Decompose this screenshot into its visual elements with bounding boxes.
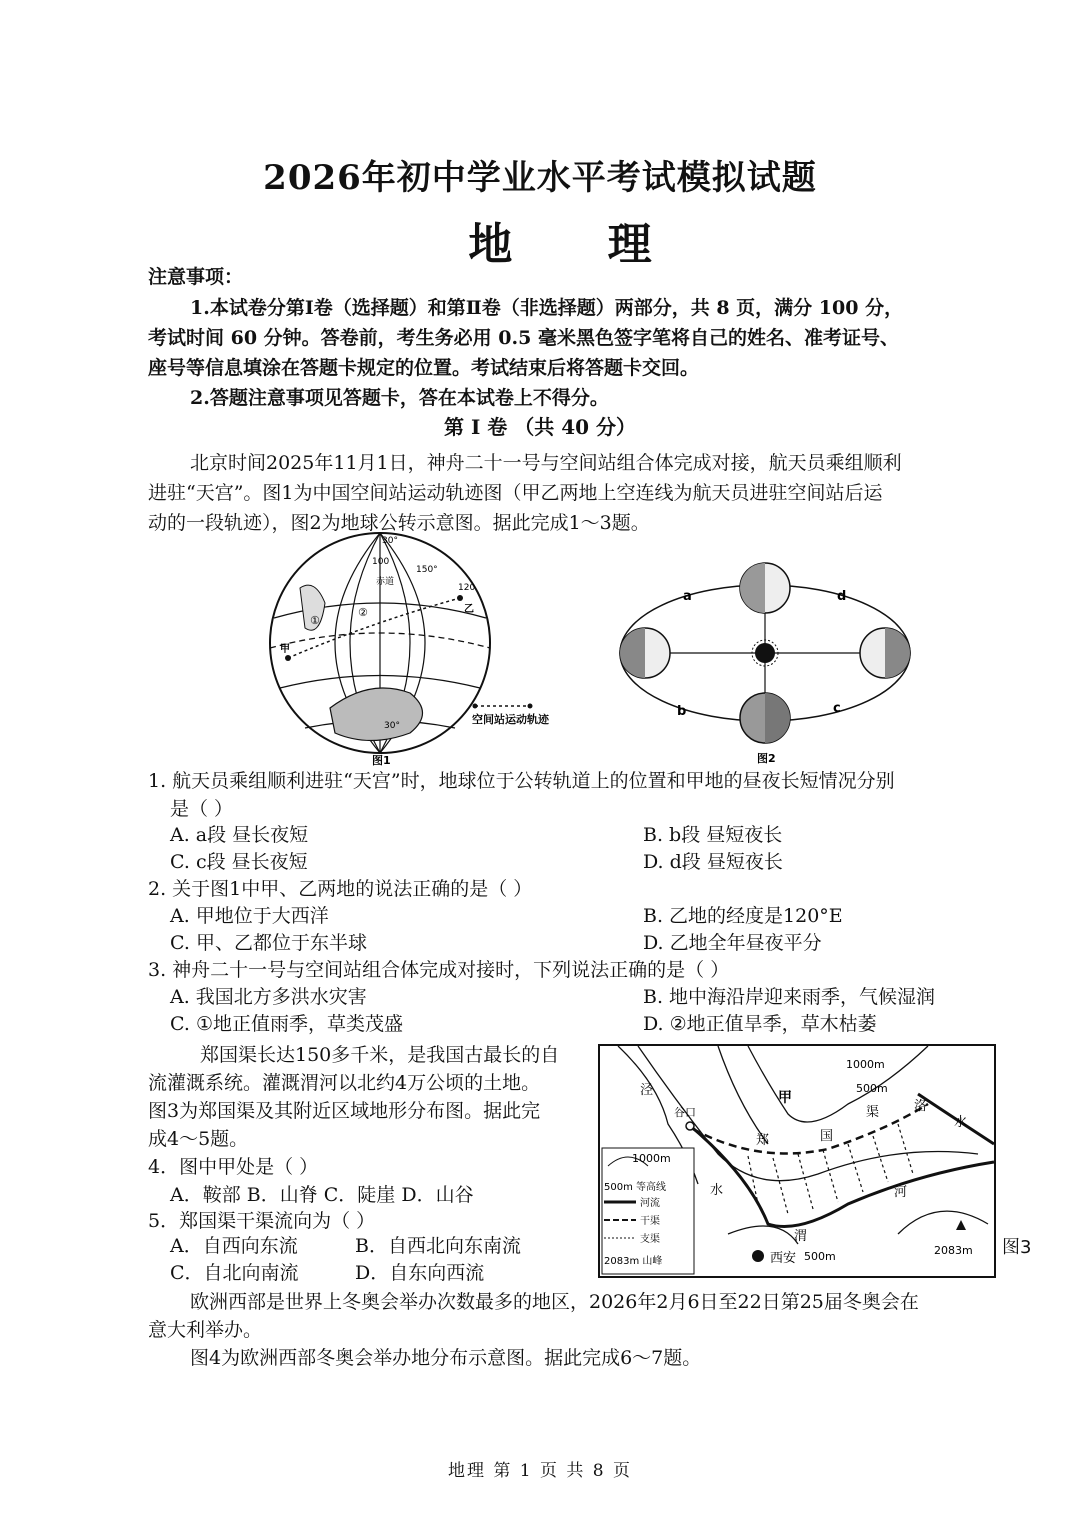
q1-option-a[interactable]: A. a段 昼长夜短 bbox=[170, 824, 309, 846]
fig3-label-peak: 2083m bbox=[934, 1244, 973, 1257]
fig3-legend-contour: 500m 等高线 bbox=[604, 1182, 667, 1193]
fig3-label-qu: 渠 bbox=[866, 1105, 880, 1120]
q1-stem-2: 是（ ） bbox=[170, 798, 234, 820]
fig2-caption: 图2 bbox=[757, 752, 776, 765]
fig3-legend-river: 河流 bbox=[640, 1198, 660, 1209]
fig3-legend-main: 干渠 bbox=[640, 1216, 660, 1227]
fig3-label-1000b: 1000m bbox=[632, 1152, 671, 1165]
q3-option-c[interactable]: C. ①地正值雨季，草类茂盛 bbox=[170, 1013, 403, 1035]
exam-title: 2026年初中学业水平考试模拟试题 bbox=[263, 158, 817, 198]
subject-title: 地 理 bbox=[468, 219, 692, 270]
intro2-line1: 郑国渠长达150多千米，是我国古最长的自 bbox=[200, 1044, 560, 1066]
fig3-label-zheng: 郑 bbox=[756, 1133, 770, 1148]
fig3-caption: 图3 bbox=[1002, 1237, 1032, 1258]
notice-line-1b: 考试时间 60 分钟。答卷前，考生务必用 0.5 毫米黑色签字笔将自己的姓名、准考证号、 bbox=[148, 327, 899, 349]
fig3-label-he: 河 bbox=[894, 1185, 908, 1200]
fig3-label-shui2: 水 bbox=[710, 1183, 724, 1198]
q5-option-a[interactable]: A．自西向东流 bbox=[170, 1235, 298, 1257]
fig1-label-c2: ② bbox=[358, 606, 368, 619]
notice-line-1c: 座号等信息填涂在答题卡规定的位置。考试结束后将答题卡交回。 bbox=[148, 357, 700, 379]
fig3-legend-peak: 2083m 山峰 bbox=[604, 1256, 663, 1267]
q3-option-d[interactable]: D. ②地正值旱季，草木枯萎 bbox=[643, 1013, 877, 1035]
q3-option-a[interactable]: A. 我国北方多洪水灾害 bbox=[170, 986, 367, 1008]
q2-option-b[interactable]: B. 乙地的经度是120°E bbox=[643, 905, 843, 927]
intro3-line3: 图4为欧洲西部冬奥会举办地分布示意图。据此完成6～7题。 bbox=[190, 1347, 702, 1369]
q1-option-b[interactable]: B. b段 昼短夜长 bbox=[643, 824, 783, 846]
fig1-label-jia: 甲 bbox=[280, 644, 290, 655]
fig2-label-c: c bbox=[833, 701, 841, 716]
intro2-line4: 成4～5题。 bbox=[148, 1128, 249, 1150]
fig1-legend: 空间站运动轨迹 bbox=[472, 713, 549, 726]
intro3-line2: 意大利举办。 bbox=[148, 1319, 263, 1341]
fig1-caption: 图1 bbox=[372, 754, 391, 767]
q4-options[interactable]: A．鞍部 B．山脊 C．陡崖 D．山谷 bbox=[170, 1184, 474, 1206]
fig3-legend-branch: 支渠 bbox=[640, 1234, 660, 1245]
intro3-line1: 欧洲西部是世界上冬奥会举办次数最多的地区，2026年2月6日至22日第25届冬奥会在 bbox=[190, 1291, 919, 1313]
notice-heading: 注意事项： bbox=[148, 266, 244, 288]
fig3-label-xian: 西安 bbox=[770, 1251, 797, 1266]
intro2-line3: 图3为郑国渠及其附近区域地形分布图。据此完 bbox=[148, 1100, 541, 1122]
fig3-label-gukou: 谷口 bbox=[674, 1106, 696, 1119]
q2-stem: 2. 关于图1中甲、乙两地的说法正确的是（ ） bbox=[148, 878, 533, 900]
fig2-label-b: b bbox=[677, 704, 687, 719]
intro2-line2: 流灌溉系统。灌溉渭河以北约4万公顷的土地。 bbox=[148, 1072, 541, 1094]
q4-stem: 4．图中甲处是（ ） bbox=[148, 1156, 319, 1178]
figure-3-map bbox=[598, 1044, 998, 1280]
notice-line-1a: 1.本试卷分第Ⅰ卷（选择题）和第Ⅱ卷（非选择题）两部分，共 8 页，满分 100 分， bbox=[190, 297, 904, 319]
figure-1-globe bbox=[260, 528, 580, 768]
figure-2-orbit bbox=[605, 560, 925, 765]
fig3-label-500a: 500m bbox=[856, 1082, 888, 1095]
q5-option-d[interactable]: D．自东向西流 bbox=[355, 1262, 485, 1284]
fig3-label-500b: 500m bbox=[804, 1250, 836, 1263]
fig3-label-luo: 洛 bbox=[914, 1099, 928, 1114]
fig1-label-30s: 30° bbox=[384, 721, 400, 731]
fig3-label-jia: 甲 bbox=[778, 1090, 792, 1106]
fig2-label-a: a bbox=[683, 589, 692, 604]
fig1-label-yi: 乙 bbox=[464, 604, 474, 615]
q3-option-b[interactable]: B. 地中海沿岸迎来雨季，气候湿润 bbox=[643, 986, 936, 1008]
fig2-label-d: d bbox=[837, 589, 847, 604]
q5-stem: 5．郑国渠干渠流向为（ ） bbox=[148, 1210, 376, 1232]
fig3-label-jing: 泾 bbox=[640, 1083, 654, 1098]
q5-option-c[interactable]: C．自北向南流 bbox=[170, 1262, 299, 1284]
fig3-label-shui1: 水 bbox=[954, 1115, 968, 1130]
section-title: 第 Ⅰ 卷 （共 40 分） bbox=[443, 415, 636, 439]
intro1-line3: 动的一段轨迹），图2为地球公转示意图。据此完成1～3题。 bbox=[148, 512, 650, 534]
fig1-label-30n: 30° bbox=[382, 536, 398, 546]
intro1-line2: 进驻“天宫”。图1为中国空间站运动轨迹图（甲乙两地上空连线为航天员进驻空间站后运 bbox=[148, 482, 883, 504]
q1-stem: 1. 航天员乘组顺利进驻“天宫”时，地球位于公转轨道上的位置和甲地的昼夜长短情况分别 bbox=[148, 770, 895, 792]
q2-option-c[interactable]: C. 甲、乙都位于东半球 bbox=[170, 932, 367, 954]
page-footer: 地理 第 1 页 共 8 页 bbox=[447, 1461, 633, 1481]
intro1-line1: 北京时间2025年11月1日，神舟二十一号与空间站组合体完成对接，航天员乘组顺利 bbox=[190, 452, 902, 474]
notice-line-2: 2.答题注意事项见答题卡，答在本试卷上不得分。 bbox=[190, 387, 609, 409]
fig1-label-100: 100 bbox=[372, 557, 390, 567]
fig1-label-c1: ① bbox=[310, 614, 320, 627]
fig3-label-wei: 渭 bbox=[794, 1229, 808, 1244]
q5-option-b[interactable]: B．自西北向东南流 bbox=[355, 1235, 521, 1257]
q1-option-c[interactable]: C. c段 昼长夜短 bbox=[170, 851, 308, 873]
q3-stem: 3. 神舟二十一号与空间站组合体完成对接时，下列说法正确的是（ ） bbox=[148, 959, 730, 981]
fig1-label-150: 150° bbox=[416, 565, 438, 575]
q2-option-d[interactable]: D. 乙地全年昼夜平分 bbox=[643, 932, 822, 954]
fig3-label-guo: 国 bbox=[820, 1129, 834, 1144]
fig1-label-120: 120 bbox=[458, 583, 476, 593]
fig3-label-1000a: 1000m bbox=[846, 1058, 885, 1071]
q1-option-d[interactable]: D. d段 昼短夜长 bbox=[643, 851, 783, 873]
fig1-label-equator: 赤道 bbox=[376, 577, 395, 587]
q2-option-a[interactable]: A. 甲地位于大西洋 bbox=[170, 905, 329, 927]
